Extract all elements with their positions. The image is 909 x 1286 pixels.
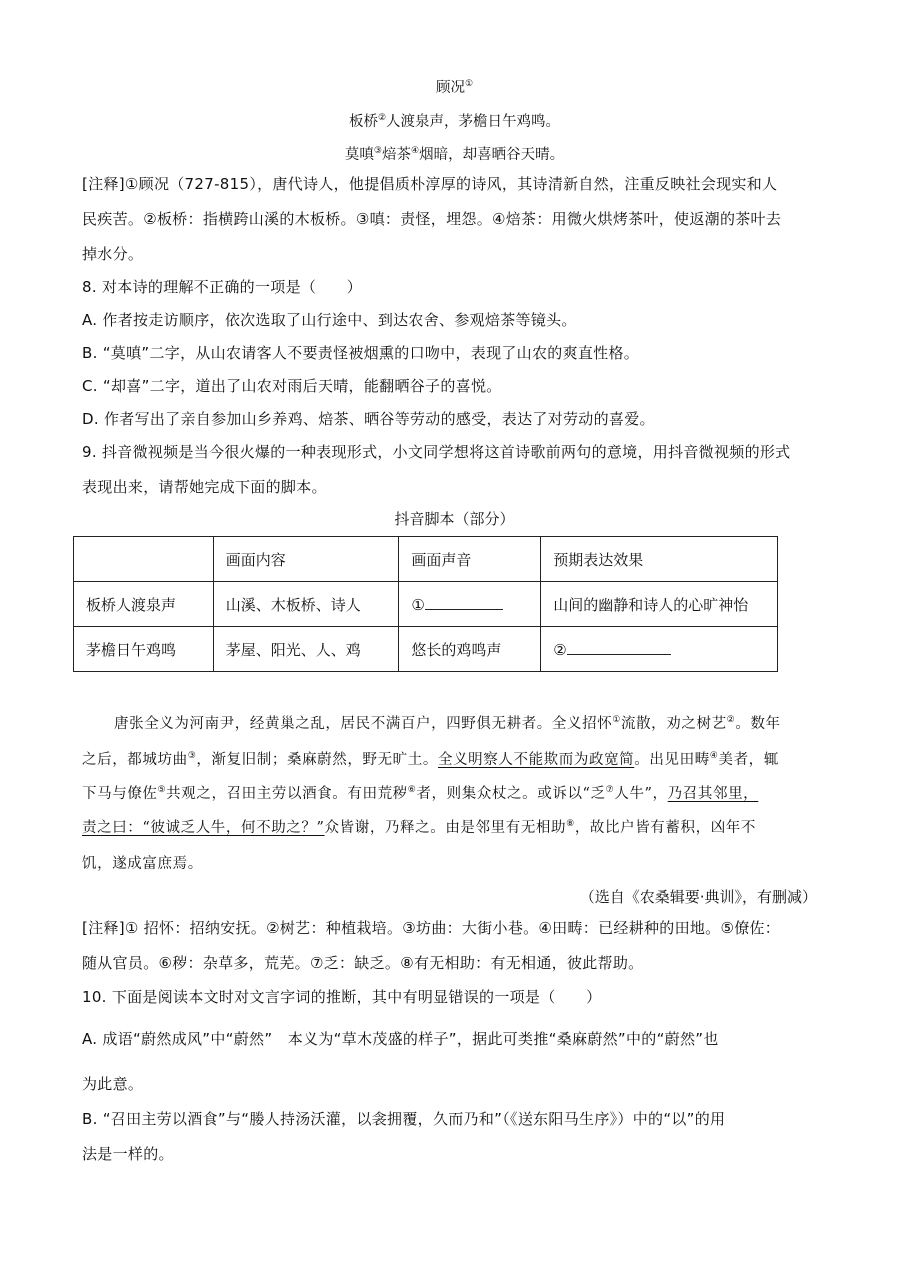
question-8-option-d: D. 作者写出了亲自参加山乡养鸡、焙茶、晒谷等劳动的感受，表达了对劳动的喜爱。	[82, 410, 655, 428]
passage-line: 唐张全义为河南尹，经黄巢之乱，居民不满百户，四野俱无耕者。全义招怀①流散，劝之树艺②。数年	[114, 715, 781, 732]
poem-line-1: 板桥②人渡泉声，茅檐日午鸡鸣。	[348, 113, 561, 130]
blank-number: ②	[553, 640, 567, 659]
underlined-sentence-1: 全义明察人不能欺而为政宽简	[437, 752, 635, 768]
table-cell: 板桥人渡泉声	[74, 582, 214, 627]
table-cell: 山溪、木板桥、诗人	[213, 582, 399, 627]
poem-notes-line: 掉水分。	[82, 245, 144, 263]
script-table-title: 抖音脚本（部分）	[394, 510, 515, 528]
question-8-option-b: B. “莫嗔”二字，从山农请客人不要责怪被烟熏的口吻中，表现了山农的爽直性格。	[82, 344, 640, 362]
answer-blank-1[interactable]	[425, 595, 503, 610]
question-10-stem: 10. 下面是阅读本文时对文言字词的推断，其中有明显错误的一项是（ ）	[82, 988, 602, 1006]
table-header-cell: 画面内容	[213, 537, 399, 582]
table-row	[74, 582, 778, 627]
poem-notes-line: [注释]①顾况（727-815），唐代诗人，他提倡质朴淳厚的诗风，其诗清新自然，注重反映社会现实和人	[82, 175, 778, 193]
poem-title: 顾况①	[435, 79, 474, 96]
question-10-option-b: B. “召田主劳以酒食”与“媵人持汤沃灌，以衾拥覆，久而乃和”（《送东阳马生序》）中的“以”的用	[82, 1110, 726, 1128]
answer-blank-2[interactable]	[567, 640, 671, 655]
question-10-option-b: 法是一样的。	[82, 1145, 174, 1163]
passage-notes-line: 随从官员。⑥秽：杂草多，荒芜。⑦乏：缺乏。⑧有无相助：有无相通，彼此帮助。	[82, 954, 644, 972]
underlined-sentence-2: 乃召其邻里，	[667, 786, 759, 802]
table-header-row	[74, 537, 778, 582]
table-cell: 茅檐日午鸡鸣	[74, 627, 214, 672]
table-cell: 山间的幽静和诗人的心旷神怡	[541, 582, 778, 627]
passage-notes-line: [注释]① 招怀：招纳安抚。②树艺：种植栽培。③坊曲：大街小巷。④田畴：已经耕种的田地。⑤僚佐：	[82, 919, 781, 937]
poem-notes-line: 民疾苦。②板桥：指横跨山溪的木板桥。③嗔：责怪，埋怨。④焙茶：用微火烘烤茶叶，使返潮的茶叶去	[82, 210, 782, 228]
table-header-cell: 预期表达效果	[541, 537, 778, 582]
question-8-option-a: A. 作者按走访顺序，依次选取了山行途中、到达农舍、参观焙茶等镜头。	[82, 311, 577, 329]
answer-blank-cell	[399, 582, 541, 627]
underlined-sentence-2-cont: 责之曰：“彼诚乏人牛，何不助之？”	[82, 820, 325, 836]
question-8-stem: 8. 对本诗的理解不正确的一项是（ ）	[82, 278, 363, 296]
question-10-option-a: A. 成语“蔚然成风”中“蔚然” 本义为“草木茂盛的样子”，据此可类推“桑麻蔚然”中的“蔚然”也	[82, 1030, 719, 1048]
passage-source: （选自《农桑辑要·典训》，有删减）	[579, 888, 817, 906]
table-cell: 悠长的鸡鸣声	[399, 627, 541, 672]
passage-line: 之后，都城坊曲③，渐复旧制；桑麻蔚然，野无旷土。全义明察人不能欺而为政宽简。出见田畴④美者，辄	[82, 751, 779, 768]
question-9-stem: 9. 抖音微视频是当今很火爆的一种表现形式，小文同学想将这首诗歌前两句的意境，用抖音微视频的形式	[82, 443, 791, 461]
question-9-stem: 表现出来，请帮她完成下面的脚本。	[82, 478, 327, 496]
passage-line: 下马与僚佐⑤共观之，召田主劳以酒食。有田荒秽⑥者，则集众杖之。或诉以“乏⑦人牛”，乃召其邻里，	[82, 785, 759, 802]
table-row	[74, 627, 778, 672]
table-header-cell: 画面声音	[399, 537, 541, 582]
answer-blank-cell	[541, 627, 778, 672]
table-cell: 茅屋、阳光、人、鸡	[213, 627, 399, 672]
table-header-cell	[74, 537, 214, 582]
script-table	[73, 536, 778, 672]
passage-line: 饥，遂成富庶焉。	[82, 856, 203, 872]
passage-line: 责之曰：“彼诚乏人牛，何不助之？”众皆谢，乃释之。由是邻里有无相助⑧，故比户皆有蓄积，凶年不	[82, 819, 757, 836]
question-10-option-a: 为此意。	[82, 1075, 144, 1093]
question-8-option-c: C. “却喜”二字，道出了山农对雨后天晴，能翻晒谷子的喜悦。	[82, 377, 502, 395]
blank-number: ①	[411, 595, 425, 614]
poem-line-2: 莫嗔③焙茶④烟暗，却喜晒谷天晴。	[344, 146, 565, 163]
